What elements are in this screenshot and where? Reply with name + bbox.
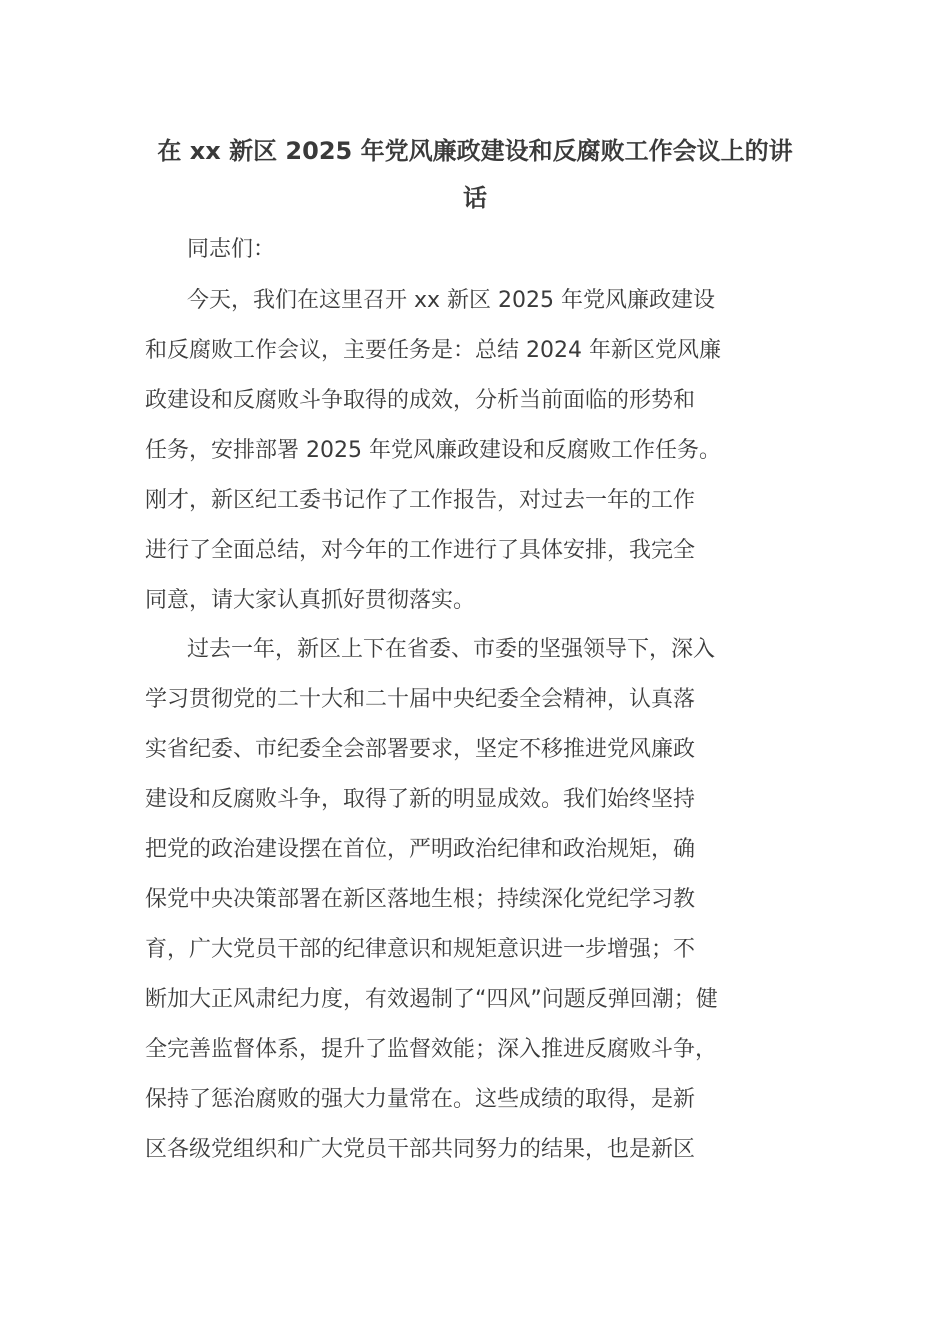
paragraph-line: 把党的政治建设摆在首位，严明政治纪律和政治规矩，确 [145,837,696,862]
paragraph-line: 过去一年，新区上下在省委、市委的坚强领导下，深入 [187,637,716,662]
title-line: 话 [463,184,487,212]
paragraph-line: 和反腐败工作会议，主要任务是：总结 2024 年新区党风廉 [145,338,721,363]
paragraph-line: 区各级党组织和广大党员干部共同努力的结果，也是新区 [145,1137,696,1162]
paragraph-line: 保持了惩治腐败的强大力量常在。这些成绩的取得，是新 [145,1087,696,1112]
paragraph-line: 政建设和反腐败斗争取得的成效，分析当前面临的形势和 [145,388,696,413]
paragraph-line: 今天，我们在这里召开 xx 新区 2025 年党风廉政建设 [187,288,716,313]
paragraph-line: 断加大正风肃纪力度，有效遏制了“四风”问题反弹回潮；健 [145,987,718,1012]
paragraph-line: 建设和反腐败斗争，取得了新的明显成效。我们始终坚持 [145,787,696,812]
paragraph-line: 同意，请大家认真抓好贯彻落实。 [145,588,476,613]
salutation: 同志们： [187,237,276,262]
paragraph-line: 实省纪委、市纪委全会部署要求，坚定不移推进党风廉政 [145,737,696,762]
paragraph-line: 学习贯彻党的二十大和二十届中央纪委全会精神，认真落 [145,687,696,712]
paragraph-line: 进行了全面总结，对今年的工作进行了具体安排，我完全 [145,538,696,563]
paragraph-line: 全完善监督体系，提升了监督效能；深入推进反腐败斗争， [145,1037,718,1062]
paragraph-line: 刚才，新区纪工委书记作了工作报告，对过去一年的工作 [145,488,696,513]
paragraph-line: 任务，安排部署 2025 年党风廉政建设和反腐败工作任务。 [145,438,721,463]
document-title [145,128,805,222]
paragraph-line: 保党中央决策部署在新区落地生根；持续深化党纪学习教 [145,887,696,912]
paragraph [145,625,810,1175]
paragraph [145,276,810,626]
title-line: 在 xx 新区 2025 年党风廉政建设和反腐败工作会议上的讲 [157,137,793,165]
paragraph-line: 育，广大党员干部的纪律意识和规矩意识进一步增强；不 [145,937,696,962]
